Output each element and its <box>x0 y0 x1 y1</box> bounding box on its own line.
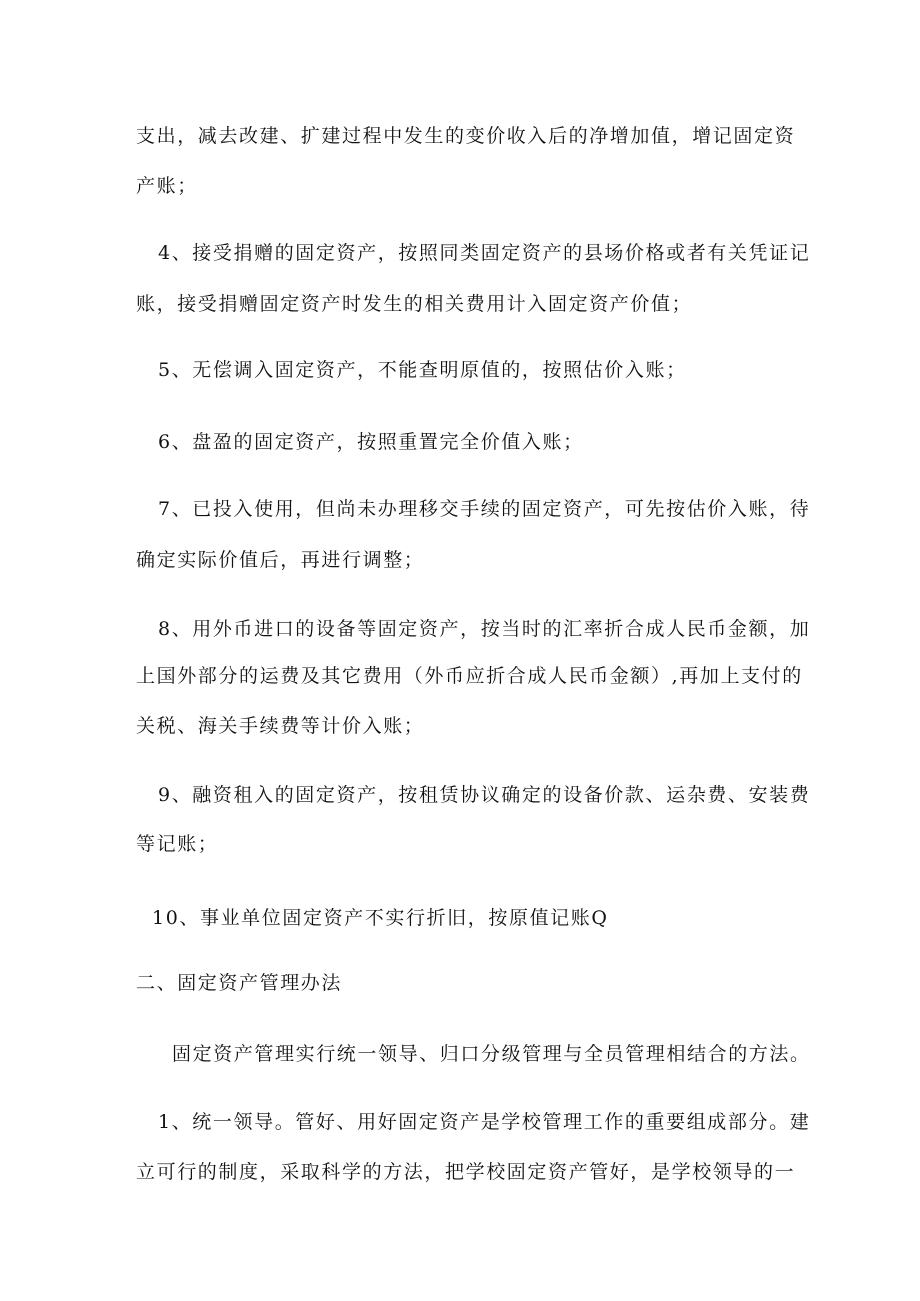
item-9-line-1: 9、融资租入的固定资产，按租赁协议确定的设备价款、运杂费、安装费 <box>158 784 811 806</box>
item-10: 10、事业单位固定资产不实行折旧，按原值记账Q <box>152 907 609 929</box>
section-intro: 固定资产管理实行统一领导、归口分级管理与全员管理相结合的方法。 <box>172 1043 811 1065</box>
text-line-1: 支出，减去改建、扩建过程中发生的变价收入后的净增加值，增记固定资 <box>136 125 796 147</box>
item-7-line-1: 7、已投入使用，但尚未办理移交手续的固定资产，可先按估价入账，待 <box>158 498 811 520</box>
point-1-line-2: 立可行的制度，采取科学的方法，把学校固定资产管好，是学校领导的一 <box>136 1161 796 1183</box>
text-line-2: 产账； <box>136 175 198 197</box>
item-8-line-2: 上国外部分的运费及其它费用（外币应折合成人民币金额）,再加上支付的 <box>136 665 803 687</box>
item-6: 6、盘盈的固定资产，按照重置完全价值入账； <box>158 431 584 453</box>
item-4-line-1: 4、接受捐赠的固定资产，按照同类固定资产的县场价格或者有关凭证记 <box>158 242 811 264</box>
item-8-line-3: 关税、海关手续费等计价入账； <box>136 715 425 737</box>
item-9-line-2: 等记账； <box>136 833 219 855</box>
item-5: 5、无偿调入固定资产，不能查明原值的，按照估价入账； <box>158 359 687 381</box>
section-heading: 二、固定资产管理办法 <box>136 972 343 994</box>
item-4-line-2: 账，接受捐赠固定资产时发生的相关费用计入固定资产价值； <box>136 293 693 315</box>
item-7-line-2: 确定实际价值后，再进行调整； <box>136 549 425 571</box>
point-1-line-1: 1、统一领导。管好、用好固定资产是学校管理工作的重要组成部分。建 <box>158 1111 811 1133</box>
item-8-line-1: 8、用外币进口的设备等固定资产，按当时的汇率折合成人民币金额，加 <box>158 618 811 640</box>
